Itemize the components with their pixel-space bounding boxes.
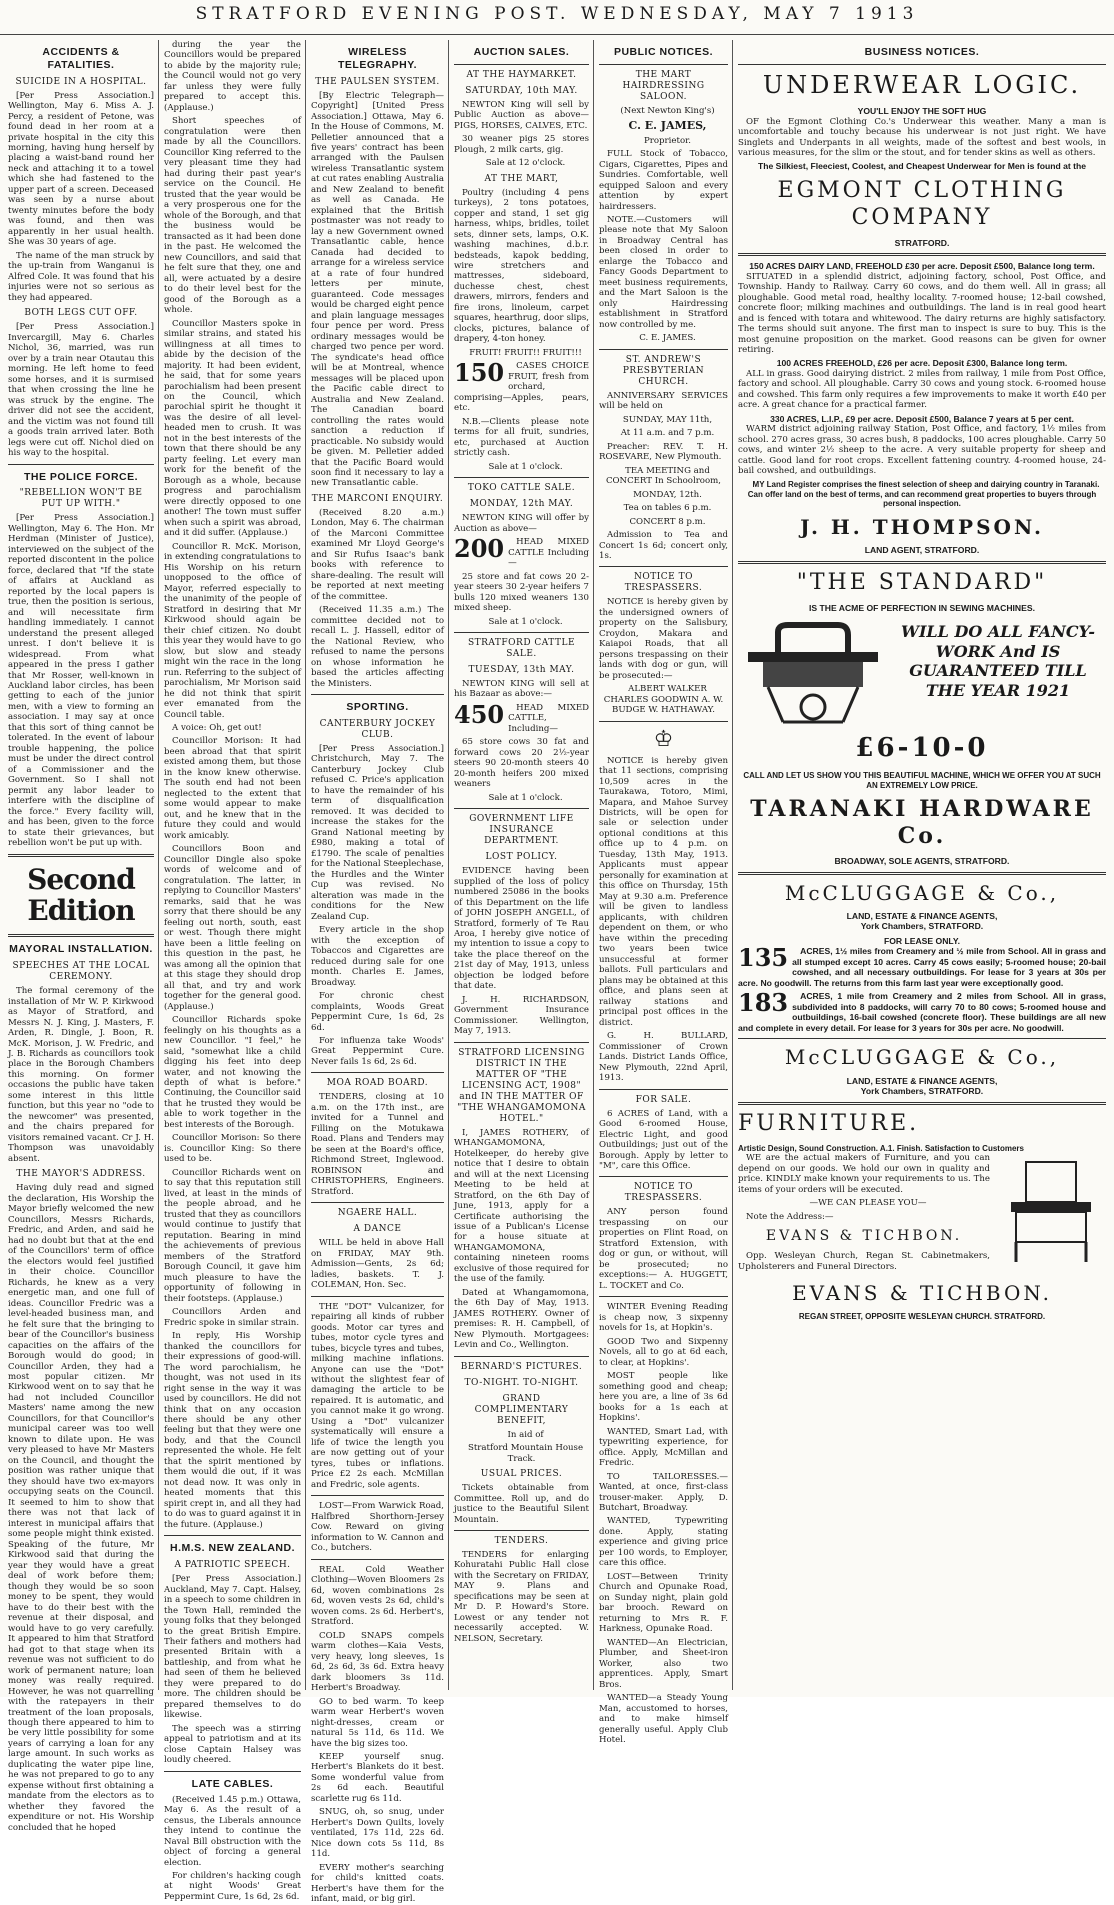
ad-heading: 330 ACRES, L.I.P., £9 per acre. Deposit £500, Balance 7 years at 5 per cent. [770,413,1074,424]
article-text: For influenza take Woods' Great Peppermint Cure. Never fails 1s 6d, 2s 6d. [311,1035,444,1067]
article-text: TENDERS for enlarging Kohuratahi Public Hall close with the Secretary on FRIDAY, MAY 9. Plans and specifications may be seen at Mr D. P. Howard's Store. Lowest or any tender not necessarily accepted. W. NELSON, Secretary. [454,1549,589,1644]
article-text: LOST—Between Trinity Church and Opunake Road, on Sunday night, plain gold bar brooch. Reward on returning to Mrs R. F. Harkness, Opunake Road. [599,1571,728,1635]
article-text: EVIDENCE having been supplied of the loss of policy numbered 25086 in the books of this Department on the life of JOHN JOSEPH ANGELL, of Stratford, formerly of Te Rau Aroa, I hereby give notice of my intention to issue a copy to take the place thereof on the 21st day of May, 1913, unless objection be lodged before that date. [454,866,589,992]
ad-location: STRATFORD. [894,237,950,248]
article-text: THE "DOT" Vulcanizer, for repairing all kinds of rubber goods. Motor car tyres and tubes, motor cycle tyres and tubes, bicycle tyres and tubes, milking machine inflations. Anyone can use the "Dot" without the slightest fear of damaging the article to be repaired. It is automatic, and you cannot make it go wrong. Using a "Dot" vulcanizer systematically will ensure a life of twice the length you are now getting out of your tyres, tubes or inflations. Price £2 2s each. McMillan and Fredric, sole agents. [311,1301,444,1490]
article-text: EVERY mother's searching for child's knitted coats. Herbert's have them for the infant, maid, or big girl. [311,1862,444,1905]
article-text: [Per Press Association.] Wellington, May 6. The Hon. Mr Herdman (Minister of Justice), interviewed on the subject of the reported discontent in the police force, declared that "If the state of affairs at Auckland as reported by the local papers is true, then the position is serious, and will necessitate firm handling immediately. I cannot understand the present alleged unrest. I don't believe it is widespread. From what appeared in the press I gather that Mr Rosser, well-known in Auckland labor circles, has been getting to each of the junior men, with a view to forming an association. I may say at once that this sort of thing cannot be tolerated. In the event of labour trouble happening, the police must be under the direct control of a Commissioner and the Government. So I shall not permit any labor leader to interfere with the discipline of the force." Every facility will, and has been, given to the force to state their grievances, but rebellion won't be put up with. [8,513,154,849]
article-text: Short speeches of congratulation were then made by all the Councillors. Councillor King referred to the very pleasant time they had had during their past year's service on the Council. He trusted that the year would be a very prosperous one for the whole of the Borough, and that the business would be transacted as it had been done in the past. He welcomed the new Councillors, and said that he felt sure that they, one and all, were actuated by a desire to do their level best for the good of the Borough as a whole. [164,116,301,316]
article-text: (Next Newton King's) [620,105,715,116]
heading: BUSINESS NOTICES. [864,46,980,58]
subheading: NOTICE TO TRESPASSERS. [624,572,703,594]
article-text: Poultry (including 4 pens turkeys), 2 tons potatoes, copper and stand, 1 set gig harness, whips, bridles, toilet sets, dinner sets, lamps, O.K. washing machines, d.b.r. bedsteads, kapok bedding, wire stretchers and mattresses, sideboard, duchesse chest, chest drawers, mirrors, fenders and fire irons, linoleum, carpet squares, hearthrug, door slips, clocks, pictures, balance of drapery, 4-ton honey. [454,187,589,345]
article-text: [Per Press Association.] Auckland, May 7. Capt. Halsey, in a speech to some children in the Town Hall, reminded the young folks that they belonged to the great British Empire. Their fathers and mothers had presented Britain with a battleship, and from what he had seen of them he believed they were prepared to do more. The children should be prepared themselves to do likewise. [164,1574,301,1721]
ad-title: FURNITURE. [738,1110,920,1136]
divider [164,1771,301,1772]
second-edition-banner: Second Edition [27,862,135,927]
ad-location: York Chambers, STRATFORD. [860,921,984,932]
ad-subtitle: Artistic Design, Sound Construction. A.1. Finish. Satisfaction to Customers [738,1143,1024,1153]
ad-heading: 100 ACRES FREEHOLD, £26 per acre. Deposit £300, Balance long term. [776,358,1068,369]
article-text: HEAD MIXED CATTLE, Including— [508,702,589,734]
article-text: CONCERT 8 p.m. [629,516,706,527]
subheading: THE MAYOR'S ADDRESS. [16,1169,146,1180]
article-text: Tickets obtainable from Committee. Roll up, and do justice to the Beautiful Silent Mountain. [454,1483,589,1525]
heading: PUBLIC NOTICES. [613,46,714,58]
ad-location: REGAN STREET, OPPOSITE WESLEYAN CHURCH. STRATFORD. [798,1311,1046,1321]
subheading: BERNARD'S PICTURES. [460,1361,583,1372]
column-4 [450,40,594,1690]
article-text: NEWTON King will sell by Public Auction as above— PIGS, HORSES, CALVES, ETC. [454,99,589,131]
article-text: 25 store and fat cows 20 2-year steers 30 2-year heifers 7 bulls 120 mixed weaners 130 mixed sheep. [454,571,589,614]
article-text: ALL in grass. Good dairying district. 2 miles from railway, 1 mile from Post Office, factory and school. All ploughable. Carry 30 cows and young stock. 6-roomed house and cowshed. This farm only requires a few improvements to make it worth £40 per acre. A great chance for a practical farmer. [738,368,1106,411]
divider [599,1176,728,1177]
divider [454,1042,589,1043]
article-text: In reply, His Worship thanked the councillors for their expressions of good-will. The word parochialism, he thought, was not used in its right sense in the way it was used by councillors. He did not think that on any occasion there should be any other feeling but that they were one body, and that the Council represented the whole. He felt that the spirit mentioned by them would die out, if it was not dead now. It was only in heated moments that this spirit crept in, and all they had to do was to guard against it in the future. (Applause.) [164,1331,301,1530]
article-text: WINTER Evening Reading is cheap now, 3 sixpenny novels for 1s, at Hopkin's. [599,1302,728,1334]
acreage: 135 [738,943,789,973]
article-text: A voice: Oh, get out! [172,723,262,733]
article-text: REAL Cold Weather Clothing—Woven Bloomers 2s 6d, woven combinations 2s 6d, woven vests 2s 6d, child's woven coms. 2s 6d. Herbert's, Stratford. [311,1564,444,1628]
divider [599,349,728,350]
article-text: TEA MEETING and CONCERT In Schoolroom, [605,465,722,487]
subheading: SPEECHES AT THE LOCAL CEREMONY. [12,961,150,983]
subheading: AT THE MART, [484,173,559,184]
article-text: Tea on tables 6 p.m. [623,503,712,514]
column-5 [595,40,733,1746]
subheading: NGAERE HALL. [337,1208,418,1219]
column-3 [307,40,449,1905]
ad-heading: FOR LEASE ONLY. [883,935,961,946]
article-text: Having duly read and signed the declaration, His Worship the Mayor briefly welcomed the new Councillors, Messrs Richards, Fredric, and Arden, and said he had no doubt but that at the end of the Councillors' term of office the electors would feel justified in their choice. Councillor Richards, he knew as a very energetic man, and one full of ideas. Councillor Fredric was a level-headed business man, and he felt sure that the bringing to bear of the Councillor's business capacities on the affairs of the Borough would do good; in Councillor Arden, they had a most popular citizen. Mr Kirkwood went on to say that he had not included Councillor Masters' name among the new Councillors, for that Councillor's municipal career was too well known to dilate upon. He was very pleased to have Mr Masters on the Council, and thought the position was rather unique that they should have two ex-mayors occupying seats on the Council. It seemed to him to show that there was not that lack of interest in municipal affairs that some people might think existed. Speaking of the future, Mr Kirkwood said that during the year they would have a great deal of work before them; though they would be so soon money to be spent, they would have to do their best with the revenue at their disposal, and would have to go very carefully. It appeared to him that Stratford had got to that stage when its revenue was not sufficient to do work of permanent nature; loan money was really required. However, he was not quarrelling with the ratepayers in their treatment of the loan proposals, though there appeared to him to be very little possibility for some years of carrying a loan for any large amount. In such works as duplicating the water pipe line, he was not prepared to go to any expense without first obtaining a mandate from the electors as to whether they favored the expenditure or not. His Worship concluded that he hoped [8,1183,154,1833]
article-text: (Received 1.45 p.m.) Ottawa, May 6. As the result of a census, the Liberals announce they intend to continue the Naval Bill obstruction with the object of forcing a general election. [164,1794,301,1868]
subheading: THE PAULSEN SYSTEM. [315,76,440,87]
article-text: G. H. BULLARD, Commissioner of Crown Lands. District Lands Office, New Plymouth, 22nd April, 1913. [599,1031,728,1084]
divider [311,1559,444,1560]
subheading: SUICIDE IN A HOSPITAL. [15,76,147,87]
article-text: —WE CAN PLEASE YOU— [809,1198,927,1209]
ad-company-name: EGMONT CLOTHING COMPANY [777,177,1067,230]
article-text: NEWTON KING will offer by Auction as above— [454,513,589,534]
ad-subtitle: CALL AND LET US SHOW YOU THIS BEAUTIFUL MACHINE, WHICH WE OFFER YOU AT SUCH AN EXTREMELY LOW PRICE. [743,770,1101,790]
article-text: N.B.—Clients please note terms for all fruit, sundries, etc, purchased at Auction strictly cash. [454,416,589,459]
crest-icon: ♔ [653,726,674,752]
article-text: Preacher: REV. T. H. ROSEVARE, New Plymouth. [599,441,728,463]
divider [311,1495,444,1496]
article-text: Opp. Wesleyan Church, Regan St. Cabinetmakers, Upholsterers and Funeral Directors. [738,1251,990,1272]
ad-company-name: J. H. THOMPSON. [800,515,1044,540]
article-text: during the year the Councillors would be prepared to abide by the majority rule; the Council would not go very far unless they were fully prepared to accept this. (Applause.) [164,40,301,113]
article-text: TO TAILORESSES.—Wanted, at once, first-class trouser-maker. Apply, D. Butchart, Broadway. [599,1471,728,1513]
ad-subtitle: LAND, ESTATE & FINANCE AGENTS, [846,910,998,921]
divider [454,1356,589,1357]
ad-company-name: TARANAKI HARDWARE Co. [750,796,1094,850]
heading: AUCTION SALES. [473,46,570,58]
article-text: FRUIT! FRUIT!! FRUIT!!! [469,347,582,358]
ad-location: BROADWAY, SOLE AGENTS, STRATFORD. [834,856,1010,867]
sewing-machine-illustration [738,617,1106,727]
article-text: WE are the actual makers of Furniture, and you can depend on our goods. We hold our own in quality and price. KINDLY make known your requirements to us. The items of your orders will be executed. [738,1153,990,1195]
article-text: WILL be held in above Hall on FRIDAY, MAY 9th. Admission—Gents, 2s 6d; ladies, baskets. T. J. COLEMAN, Hon. Sec. [311,1238,444,1291]
article-text: COLD SNAPS compels warm clothes—Kaia Vests, very heavy, long sleeves, 1s 6d, 2s 6d, 3s 6d. Extra heavy dark bloomers 3s 11d. Herbert's Broadway. [311,1630,444,1694]
divider [8,934,154,937]
article-text: WANTED—a Steady Young Man, accustomed to horses, and to make himself generally useful. Apply Club Hotel. [599,1693,728,1746]
subheading: MOA ROAD BOARD. [326,1078,429,1089]
article-text: Proprietor. [643,135,692,146]
proprietor-name: C. E. JAMES, [628,119,707,133]
subheading: MONDAY, 12th MAY. [469,499,574,510]
article-text: Stratford Mountain House Track. [467,1443,584,1464]
article-text: C. E. JAMES. [639,333,696,344]
ad-subtitle: LAND, ESTATE & FINANCE AGENTS, [846,1075,998,1086]
article-text: NOTICE is hereby given by the undersigned owners of property on the Salisbury, Croydon, Makara and Kaiapoi Roads, that all persons trespassing on their lands with dog or gun, will be prosecuted:— [599,597,728,681]
article-text: The name of the man struck by the up-train from Wanganui is Alfred Cole. It was found that his injuries were not so serious as they had appeared. [8,250,154,303]
article-text: CASES CHOICE FRUIT, fresh from orchard, comprising—Apples, pears, etc. [454,361,589,414]
article-text: WANTED, Typewriting done. Apply, stating experience and giving price per 100 words, to Employer, care this office. [599,1516,728,1569]
subheading: USUAL PRICES. [480,1469,563,1480]
divider [454,64,589,65]
divider [454,477,589,478]
article-text: Councillor Richards spoke feelingly on his thoughts as a new Councillor. "I feel," he said, "somewhat like a child digging his feet into deep water, and not knowing the depth of what is before." Continuing, the Councillor said that he trusted they would be able to work together in the best interests of the Borough. [164,1015,301,1130]
divider [738,64,1106,65]
article-text: HEAD MIXED CATTLE Including— [508,537,589,569]
article-text: (Received 8.20 a.m.) London, May 6. The chairman of the Marconi Committee examined Mr Lloyd George's and Sir Rufus Isaac's bank books with reference to share-dealing. The result will be reported at next meeting of the committee. [311,507,444,602]
lot-number: 150 [454,358,505,388]
article-text: Councillor Morison: It had been abroad that that spirit existed among them, but those in the know knew otherwise. The south end had not been neglected to the extent that some would appear to make out, and he knew that in the future they could and would work amicably. [164,736,301,841]
article-text: Councillor Morison: So there is. Councillor King: So there used to be. [164,1133,301,1165]
article-text: SITUATED in a splendid district, adjoining factory, school, Post Office, and Township. Handy to Railway. Carry 60 cows, and do them well. All in grass; all ploughable. Good metal road, healthy locality. 7-roomed house; 12-bail cowshed, concrete floor; milking machines and outbuildings. The land is in real good heart and is fenced with totara and whitewood. The dairy returns are highly satisfactory. The terms should suit anyone. The first man to inspect is sure to buy. This is the most genuine proposition on the market. Good reasons can be given for owner retiring. [738,271,1106,355]
subheading: STRATFORD CATTLE SALE. [467,637,576,659]
ad-company-name: EVANS & TICHBON. [765,1228,963,1245]
furniture-illustration [996,1157,1106,1267]
article-text: ANY person found trespassing on our properties on Flint Road, on Stratford Extension, with dog or gun, or without, will be prosecuted; no exceptions:— A. HUGGETT, L. TOCKET and Co. [599,1207,728,1291]
subheading: GRAND COMPLIMENTARY BENEFIT, [474,1393,569,1426]
article-text: WANTED, Smart Lad, with typewriting experience, for office. Apply, McMillan and Fredric. [599,1426,728,1469]
ad-subtitle: IS THE ACME OF PERFECTION IN SEWING MACHINES. [809,602,1035,613]
article-text: MONDAY, 12th. [633,489,702,500]
price: £6-10-0 [855,733,989,764]
dressing-table-icon [996,1157,1106,1267]
subheading: LOST POLICY. [485,852,558,863]
subheading: THE MARCONI ENQUIRY. [311,493,444,504]
lot-number: 200 [454,534,505,564]
subheading: NOTICE TO TRESPASSERS. [624,1182,703,1204]
sewing-slogan: WILL DO ALL FANCY-WORK And IS GUARANTEED TILL THE YEAR 1921 [900,622,1096,700]
heading: MAYORAL INSTALLATION. [9,943,153,956]
article-text: [Per Press Association.] Wellington, May 6. Miss A. J. Percy, a resident of Petone, was found dead in her room at a private hospital in the city this morning, having hung herself by placing a waist-band round her neck and attaching it to a towel which she had fastened to the upper part of a screen. Deceased was seen by a nurse about twenty minutes before the body was found, and then was apparently in her usual health. She was 30 years of age. [8,90,154,248]
divider [8,464,154,465]
subheading: STRATFORD LICENSING DISTRICT IN THE MATTER OF "THE LICENSING ACT, 1908" and IN THE MATTER OF "THE WHANGAMOMONA HOTEL." [457,1047,586,1124]
subheading: FOR SALE. [635,1094,692,1105]
article-text: The formal ceremony of the installation of Mr W. P. Kirkwood as Mayor of Stratford, and Messrs N. J. King, J. Masters, F. Arden, R. Dingle, J. Boon, R. McK. Morison, J. W. Fredric, and J. B. Richards as councillors took place in the Borough Chambers this morning. On former occasions the public have taken some interest in this little function, but this year no "ode to the newcomer" was presented, and the chairs prepared for visitors remained vacant. Cr J. H. Thompson was unavoidably absent. [8,986,154,1164]
subheading: TO-NIGHT. TO-NIGHT. [464,1377,579,1388]
subheading: A DANCE [353,1224,402,1235]
article-text: ALBERT WALKER CHARLES GOODWIN A. W. BUDGE W. HATHAWAY. [603,684,724,716]
subheading: THE MART HAIRDRESSING SALOON. [622,69,705,102]
subheading: TENDERS. [494,1536,549,1546]
article-text: NOTE.—Customers will please note that My Saloon in Broadway Central has been closed in order to enlarge the Tobacco and Fancy Goods Department to meet business requirements, and the Mart Saloon is the only Hairdressing establishment in Stratford now controlled by me. [599,214,728,330]
heading: LATE CABLES. [191,1777,274,1790]
heading: THE POLICE FORCE. [23,470,139,483]
divider [599,1296,728,1297]
ad-title: UNDERWEAR LOGIC. [762,70,1082,99]
ad-company-name: McCLUGGAGE & Co., [784,880,1060,905]
article-text: [By Electric Telegraph—Copyright] [United Press Association.] Ottawa, May 6. In the House of Commons, M. Pelletier announced that a five years' contract has been arranged with the Paulsen wireless Transatlantic system at cut rates enabling Australia and New Zealand to benefit as well as Canada. He explained that the British postmaster was not ready to lay a new Government owned Transatlantic cable, hence Canada had decided to arrange for a wireless service at a rate of four hundred letters per minute, guaranteed. Code messages would be charged eight pence and plain language messages four pence per word. Press ordinary messages would be charged two pence per word. The syndicate's head office will be at Montreal, whence messages will be placed upon the Pacific cable direct to Australia and New Zealand. The Canadian board controlling the rates would sanction a reduction if practicable. No subsidy would be given. M. Pelletier added that the Pacific Board would soon find it necessary to lay a new Transatlantic cable. [311,90,444,489]
article-text: Councillors Arden and Fredric spoke in similar strain. [164,1307,301,1328]
article-text: ACRES, 1½ miles from Creamery and ½ mile from School. All in grass and all stumped except 10 acres. Carry 45 cows easily; 5-roomed house; 20-bail cowshed, and all necessary outbuildings. For lease for 3 years at 30s per acre. No goodwill. The returns from this farm last year were exceptionally good. [738,946,1106,988]
article-text: Note the Address:— [746,1211,834,1222]
heading: H.M.S. NEW ZEALAND. [170,1542,295,1555]
article-text: Sale at 12 o'clock. [485,158,566,169]
divider [164,1535,301,1536]
ad-subtitle: The Silkiest, Fleeciest, Coolest, and Cheapest Underwear for Men is found at the [757,161,1087,172]
article-text: NOTICE is hereby given that 11 sections, comprising 10,509 acres in the Taurakawa, Totoro, Mimi, Mapara, and Mahoe Survey Districts, will be open for sale or selection under optional conditions at this office up to 4 p.m. on Tuesday, 13th May, 1913. Applicants must appear personally for examination at this office on Thursday, 15th May at 9.30 a.m. Preference will be given to landless applicants, with children dependent on them, or who have within the preceding two years been twice unsuccessful at former ballots. Full particulars and plans may be obtained at this office, and plans seen at railway stations and principal post offices in the district. [599,755,728,1028]
article-text: Councillor Masters spoke in similar strains, and stated his willingness at all times to abide by the decision of the majority. It had been evident, he said, that for some years parochialism had been present on the Council, which parochial spirit he thought it was the desire of all level-headed men to crush. It was not in the best interests of the town that there should be any party feeling. Let every man work for the benefit of the Borough as a whole, because progress and parochialism were directly opposed to one another! The town must suffer when such a spirit was abroad, and it did suffer. (Applause.) [164,318,301,539]
article-text: TENDERS, closing at 10 a.m. on the 17th inst., are invited for a Tunnel and Filling on the Motukawa Road. Plans and Tenders may be seen at the Board's office, Richmond Street, Inglewood. ROBINSON and CHRISTOPHERS, Engineers. Stratford. [311,1092,444,1197]
article-text: Sale at 1 o'clock. [488,792,563,803]
divider [738,1102,1106,1105]
article-text: For children's hacking cough at night Woods' Great Peppermint Cure, 1s 6d, 2s 6d. [164,1871,301,1902]
article-text: ACRES, 1 mile from Creamery and 2 miles from School. All in grass, subdivided into 8 paddocks, will carry 70 to 80 cows; 5-roomed house and outbuildings, 16-bail cowshed (concrete floor). These buildings are all new and complete in every detail. For lease for 3 years for 30s per acre. No goodwill. [738,991,1106,1033]
divider [738,561,1106,564]
sewing-machine-icon [738,617,888,727]
heading: ACCIDENTS & FATALITIES. [42,46,120,71]
ad-company-name: McCLUGGAGE & Co., [784,1045,1060,1070]
article-text: WANTED—An Electrician, Plumber, and Sheet-iron Worker, also two apprentices. Apply, Smart Bros. [599,1637,728,1690]
subheading: ST. ANDREW'S PRESBYTERIAN CHURCH. [622,354,705,387]
article-text: The speech was a stirring appeal to patriotism and at its close Captain Halsey was loudly cheered. [164,1723,301,1766]
article-text: ANNIVERSARY SERVICES will be held on [599,390,728,412]
article-text: GOOD Two and Sixpenny Novels, all to go at 6d each, to clear, at Hopkins'. [599,1336,728,1368]
divider [311,1202,444,1203]
subheading: A PATRIOTIC SPEECH. [174,1560,291,1571]
divider [311,694,444,695]
article-text: Councillor Richards went on to say that this reputation still lived, at least in the minds of the people abroad, and he trusted that they as councillors would continue to justify that reputation. Bearing in mind the achievements of previous members of the Stratford Borough Council, it gave him much pleasure to have the opportunity of following in their footsteps. (Applause.) [164,1167,301,1304]
article-text: I, JAMES ROTHERY, of WHANGAMOMONA, Hotelkeeper, do hereby give notice that I desire to obtain and will at the next Licensing Meeting to be held at Stratford, on the 6th Day of June, 1913, apply for a Certificate authorising the issue of a Publican's License for a house situate at WHANGAMOMONA, containing nineteen rooms exclusive of those required for the use of the family. [454,1127,589,1285]
article-text: Councillors Boon and Councillor Dingle also spoke words of welcome and of congratulation. The latter, in replying to Councillor Masters' remarks, said that he was sorry that there should be any feeling out north, south, east or west. Though there might have been a little feeling on this question in the past, he was among all the opinion that at this stage they should drop all that, and try and work together for the general good. (Applause.) [164,844,301,1012]
article-text: In aid of [507,1429,544,1440]
article-text: 30 weaner pigs 25 stores Plough, 2 milk carts, gig. [454,134,589,155]
article-text: SUNDAY, MAY 11th, [622,414,713,425]
heading: WIRELESS TELEGRAPHY. [337,46,417,71]
divider [454,808,589,809]
column-6 [734,40,1110,1690]
article-text: NEWTON KING will sell at his Bazaar as above:— [454,678,589,700]
ad-location: York Chambers, STRATFORD. [860,1086,984,1097]
divider [599,566,728,567]
article-text: Sale at 1 o'clock. [488,616,563,627]
article-text: OF the Egmont Clothing Co.'s Underwear this weather. Many a man is uncomfortable and touchy because his underwear is not just right. We have Singlets and Underpants in all weights, made of the softest and best wools, in various measures, for the slim or the stout, and for tender skins as well as others. [738,116,1106,158]
article-text: GO to bed warm. To keep warm wear Herbert's woven night-dresses, cream or natural 5s 11d, 6s 11d. We have the big sizes too. [311,1696,444,1749]
subheading: BOTH LEGS CUT OFF. [24,308,138,319]
subheading: TOKO CATTLE SALE. [467,483,576,494]
ad-heading: 150 ACRES DAIRY LAND, FREEHOLD £30 per acre. Deposit £500, Balance long term. [749,261,1095,272]
ad-subtitle: YOU'LL ENJOY THE SOFT HUG [857,106,987,117]
subheading: SATURDAY, 10th MAY. [465,85,578,96]
article-text: (Received 11.35 a.m.) The committee decided not to recall L. J. Hassell, editor of the National Review, who refused to name the persons on whose information he based the articles affecting the Ministers. [311,605,444,689]
heading: SPORTING. [346,701,409,714]
divider [311,1072,444,1073]
article-text: Every article in the shop with the exception of Tobaccos and Cigarettes are reduced during sale for one month. Charles E. James, Broadway. [311,925,444,988]
article-text: MOST people like something good and cheap; here you are, a line of 3s 6d books for a 1s each at Hopkins'. [599,1371,728,1424]
divider [738,1038,1106,1039]
divider [599,64,728,65]
article-text: SNUG, oh, so snug, under Herbert's Down Quilts, lovely ventilated, 17s 11d, 22s 6d. Nice down cots 5s 11d, 8s 11d. [311,1807,444,1860]
article-text: MY Land Register comprises the finest selection of sheep and dairying country in Taranaki. Can offer land on the best of terms, and can recommend great properties to buyers through personal inspection. [747,479,1100,509]
article-text: At 11 a.m. and 7 p.m. [620,428,715,439]
divider [738,872,1106,875]
divider [454,1530,589,1531]
ad-title: "THE STANDARD" [796,569,1048,595]
masthead: STRATFORD EVENING POST. WEDNESDAY, MAY 7 1913 [0,4,1114,35]
subheading: GOVERNMENT LIFE INSURANCE DEPARTMENT. [469,814,574,847]
ad-company-name: EVANS & TICHBON. [792,1281,1052,1306]
article-text: Councillor R. McK. Morison, in extending congratulations to His Worship on his return unopposed to the office of Mayor, referred especially to the unanimity of the people of Stratford in desiring that Mr Kirkwood should again be their chief citizen. No doubt this year they would have to go slow, but slow and steady might win the race in the long run. Referring to the subject of parochialism, Mr Morison said he did not think that spirit ever emanated from the Council table. [164,541,301,720]
subheading: TUESDAY, 13th MAY. [468,664,575,675]
article-text: LOST—From Warwick Road, Halfbred Shorthorn-Jersey Cow. Reward on giving information to W. Cannon and Co., butchers. [311,1501,444,1554]
article-text: Sale at 1 o'clock. [488,461,563,472]
divider [8,854,154,857]
article-text: FULL Stock of Tobacco, Cigars, Cigarettes, Pipes and Sundries. Comfortable, well equipped Saloon and every attention by expert hairdressers. [599,149,728,212]
acreage: 183 [738,988,789,1018]
article-text: [Per Press Association.] Invercargill, May 6. Charles Nichol, 36, married, was run over by a train near Otautau this morning. He left home to feed some horses, and it is surmised that when crossing the line he was struck by the engine. The driver did not see the accident, and the victim was not found till a goods train arrived later. Both legs were cut off. Nichol died on his way to the hospital. [8,322,154,459]
subheading: CANTERBURY JOCKEY CLUB. [319,718,436,740]
article-text: 65 store cows 30 fat and forward cows 20 2½-year steers 90 20-month steers 40 20-month heifers 200 mixed weaners [454,737,589,790]
divider [738,253,1106,256]
divider [599,1089,728,1090]
article-text: WARM district adjoining railway Station, Post Office, and factory, 1½ miles from school. 270 acres grass, 30 acres bush, 8 paddocks, 100 acres ploughable. Carry 50 cows, and winter 2½ sheep to the acre. A very suitable property for sheep and cattle. Good land for root crops. Excellent fattening country. 4-roomed house, 24-bail cowshed, and outbuildings. [738,424,1106,477]
article-text: Admission to Tea and Concert 1s 6d; concert only, 1s. [599,530,728,561]
article-text: Dated at Whangamomona, the 6th Day of May, 1913. JAMES ROTHERY. Owner of premises: R. H. Campbell, of New Plymouth. Mortgagees: Levin and Co., Wellington. [454,1287,589,1351]
subheading: "REBELLION WON'T BE PUT UP WITH." [19,488,143,510]
article-text: 6 ACRES of Land, with a Good 6-roomed House, Electric Light, and good Outbuildings; just out of the Borough. Apply by letter to "M", care this Office. [599,1108,728,1171]
article-text: J. H. RICHARDSON, Government Insurance Commissioner. Wellington, May 7, 1913. [454,994,589,1037]
lot-number: 450 [454,699,505,729]
divider [599,721,728,722]
divider [454,632,589,633]
ad-location: LAND AGENT, STRATFORD. [864,545,980,556]
column-2 [160,40,306,1902]
article-text: For chronic chest complaints, Woods Great Peppermint Cure, 1s 6d, 2s 6d. [311,991,444,1033]
article-text: KEEP yourself snug. Herbert's Blankets do it best. Some wonderful value from 2s 6d each. Beautiful scarlette rug 6s 11d. [311,1751,444,1804]
article-text: [Per Press Association.] Christchurch, May 7. The Canterbury Jockey Club refused C. Price's application to have the remainder of his term of disqualification removed. It was decided to increase the stakes for the Grand National meeting by £980, making a total of £1790. The scale of penalties for the National Steeplechase, the Hurdles and the Winter Cup was revised. No alteration was made in the conditions for the New Zealand Cup. [311,743,444,922]
subheading: AT THE HAYMARKET. [466,69,577,80]
divider [311,1296,444,1297]
column-1 [4,40,159,1833]
